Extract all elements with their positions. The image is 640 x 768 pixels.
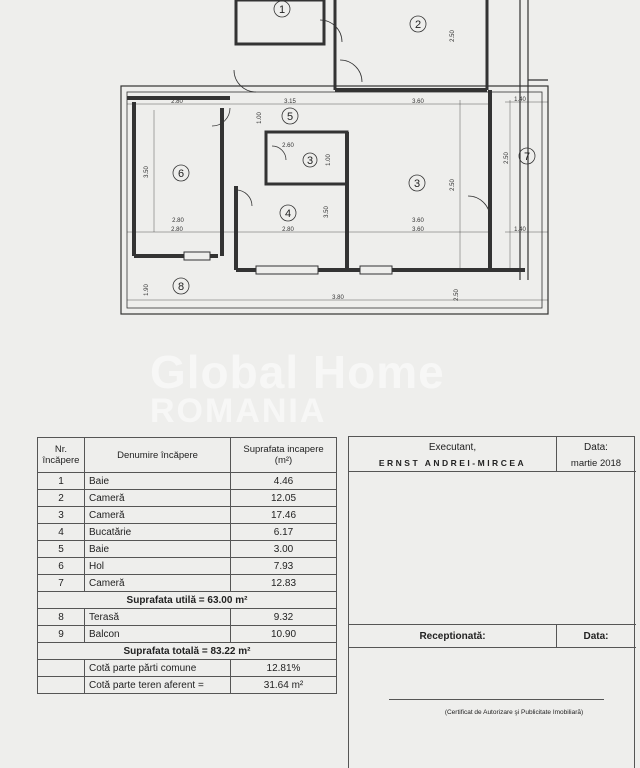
dimension-label: 3.80 xyxy=(332,295,344,301)
dimension-label: 2.80 xyxy=(171,227,183,233)
date-value: martie 2018 xyxy=(570,458,622,469)
cell-nr: 6 xyxy=(38,558,85,575)
dimension-label: 2.50 xyxy=(454,289,460,301)
cell-area: 17.46 xyxy=(231,507,337,524)
cell-nr: 8 xyxy=(38,609,85,626)
dimension-label: 3.50 xyxy=(324,206,330,218)
room-label: 6 xyxy=(177,168,185,180)
rooms-table xyxy=(37,437,337,694)
header-area: Suprafata incapere (m²) xyxy=(231,438,337,473)
cell-area: 6.17 xyxy=(231,524,337,541)
cell-name: Cameră xyxy=(85,490,231,507)
signature-box xyxy=(348,436,635,768)
cell-share-value: 31.64 m² xyxy=(231,677,337,694)
dimension-label: 2.50 xyxy=(450,30,456,42)
received-date-label: Data: xyxy=(583,631,609,642)
cell-nr: 2 xyxy=(38,490,85,507)
table-row xyxy=(38,626,337,643)
dimension-label: 2.50 xyxy=(450,179,456,191)
cell-area: 12.05 xyxy=(231,490,337,507)
cell-area: 9.32 xyxy=(231,609,337,626)
cell-name: Hol xyxy=(85,558,231,575)
cell-name: Balcon xyxy=(85,626,231,643)
cell-name: Baie xyxy=(85,541,231,558)
table-row xyxy=(38,507,337,524)
dimension-label: 1.00 xyxy=(257,112,263,124)
cell-area: 3.00 xyxy=(231,541,337,558)
cell-nr: 3 xyxy=(38,507,85,524)
certificate-note: (Certificat de Autorizare şi Publicitate Imobiliară) xyxy=(444,709,584,716)
dimension-label: 2.80 xyxy=(171,99,183,105)
dimension-label: 1.40 xyxy=(514,97,526,103)
dimension-label: 3.15 xyxy=(284,99,296,105)
cell-name: Bucatărie xyxy=(85,524,231,541)
cell-name: Terasă xyxy=(85,609,231,626)
table-row xyxy=(38,524,337,541)
received-label: Receptionată: xyxy=(419,631,486,642)
table-row xyxy=(38,643,337,660)
cell-nr: 1 xyxy=(38,473,85,490)
useful-area-row: Suprafata utilă = 63.00 m² xyxy=(38,592,337,609)
cell-nr: 5 xyxy=(38,541,85,558)
divider xyxy=(349,647,636,648)
cell-share-name: Cotă parte teren aferent = xyxy=(85,677,231,694)
signature-line xyxy=(389,699,604,700)
table-row xyxy=(38,609,337,626)
header-nr: Nr. încăpere xyxy=(38,438,85,473)
divider xyxy=(349,471,636,472)
room-label: 1 xyxy=(278,4,286,16)
dimension-label: 2.80 xyxy=(172,218,184,224)
cell-area: 12.83 xyxy=(231,575,337,592)
dimension-label: 1.90 xyxy=(144,284,150,296)
table-row xyxy=(38,490,337,507)
watermark-line2: ROMANIA xyxy=(150,392,327,430)
dimension-label: 2.80 xyxy=(282,227,294,233)
dimension-label: 3.60 xyxy=(412,218,424,224)
table-row xyxy=(38,677,337,694)
date-label: Data: xyxy=(584,442,608,453)
room-label: 8 xyxy=(177,281,185,293)
room-label: 3 xyxy=(413,178,421,190)
room-label: 3 xyxy=(306,155,314,167)
dimension-label: 3.60 xyxy=(412,99,424,105)
cell-share-value: 12.81% xyxy=(231,660,337,677)
room-label: 2 xyxy=(414,19,422,31)
cell-share-name: Cotă parte părti comune xyxy=(85,660,231,677)
cell-name: Cameră xyxy=(85,507,231,524)
cell-name: Cameră xyxy=(85,575,231,592)
table-header-row xyxy=(38,438,337,473)
room-label: 7 xyxy=(523,151,531,163)
divider xyxy=(349,624,636,625)
cell-area: 7.93 xyxy=(231,558,337,575)
dimension-label: 3.50 xyxy=(144,166,150,178)
table-row xyxy=(38,592,337,609)
total-area-row: Suprafata totală = 83.22 m² xyxy=(38,643,337,660)
cell-name: Baie xyxy=(85,473,231,490)
cell-empty xyxy=(38,660,85,677)
cell-nr: 4 xyxy=(38,524,85,541)
dimension-label: 1.00 xyxy=(326,154,332,166)
dimension-label: 3.60 xyxy=(412,227,424,233)
cell-area: 10.90 xyxy=(231,626,337,643)
table-row xyxy=(38,575,337,592)
table-row xyxy=(38,558,337,575)
cell-nr: 7 xyxy=(38,575,85,592)
cell-area: 4.46 xyxy=(231,473,337,490)
table-row xyxy=(38,473,337,490)
divider xyxy=(556,437,557,472)
table-row xyxy=(38,541,337,558)
room-label: 5 xyxy=(286,111,294,123)
dimension-label: 2.60 xyxy=(282,143,294,149)
cell-nr: 9 xyxy=(38,626,85,643)
watermark-line1: Global Home xyxy=(150,346,445,398)
dimension-label: 1.40 xyxy=(514,227,526,233)
dimension-label: 2.50 xyxy=(504,152,510,164)
executant-name: ERNST ANDREI-MIRCEA xyxy=(378,458,527,468)
header-name: Denumire încăpere xyxy=(85,438,231,473)
executant-label: Executant, xyxy=(428,442,477,453)
room-label: 4 xyxy=(284,208,292,220)
cell-empty xyxy=(38,677,85,694)
table-row xyxy=(38,660,337,677)
